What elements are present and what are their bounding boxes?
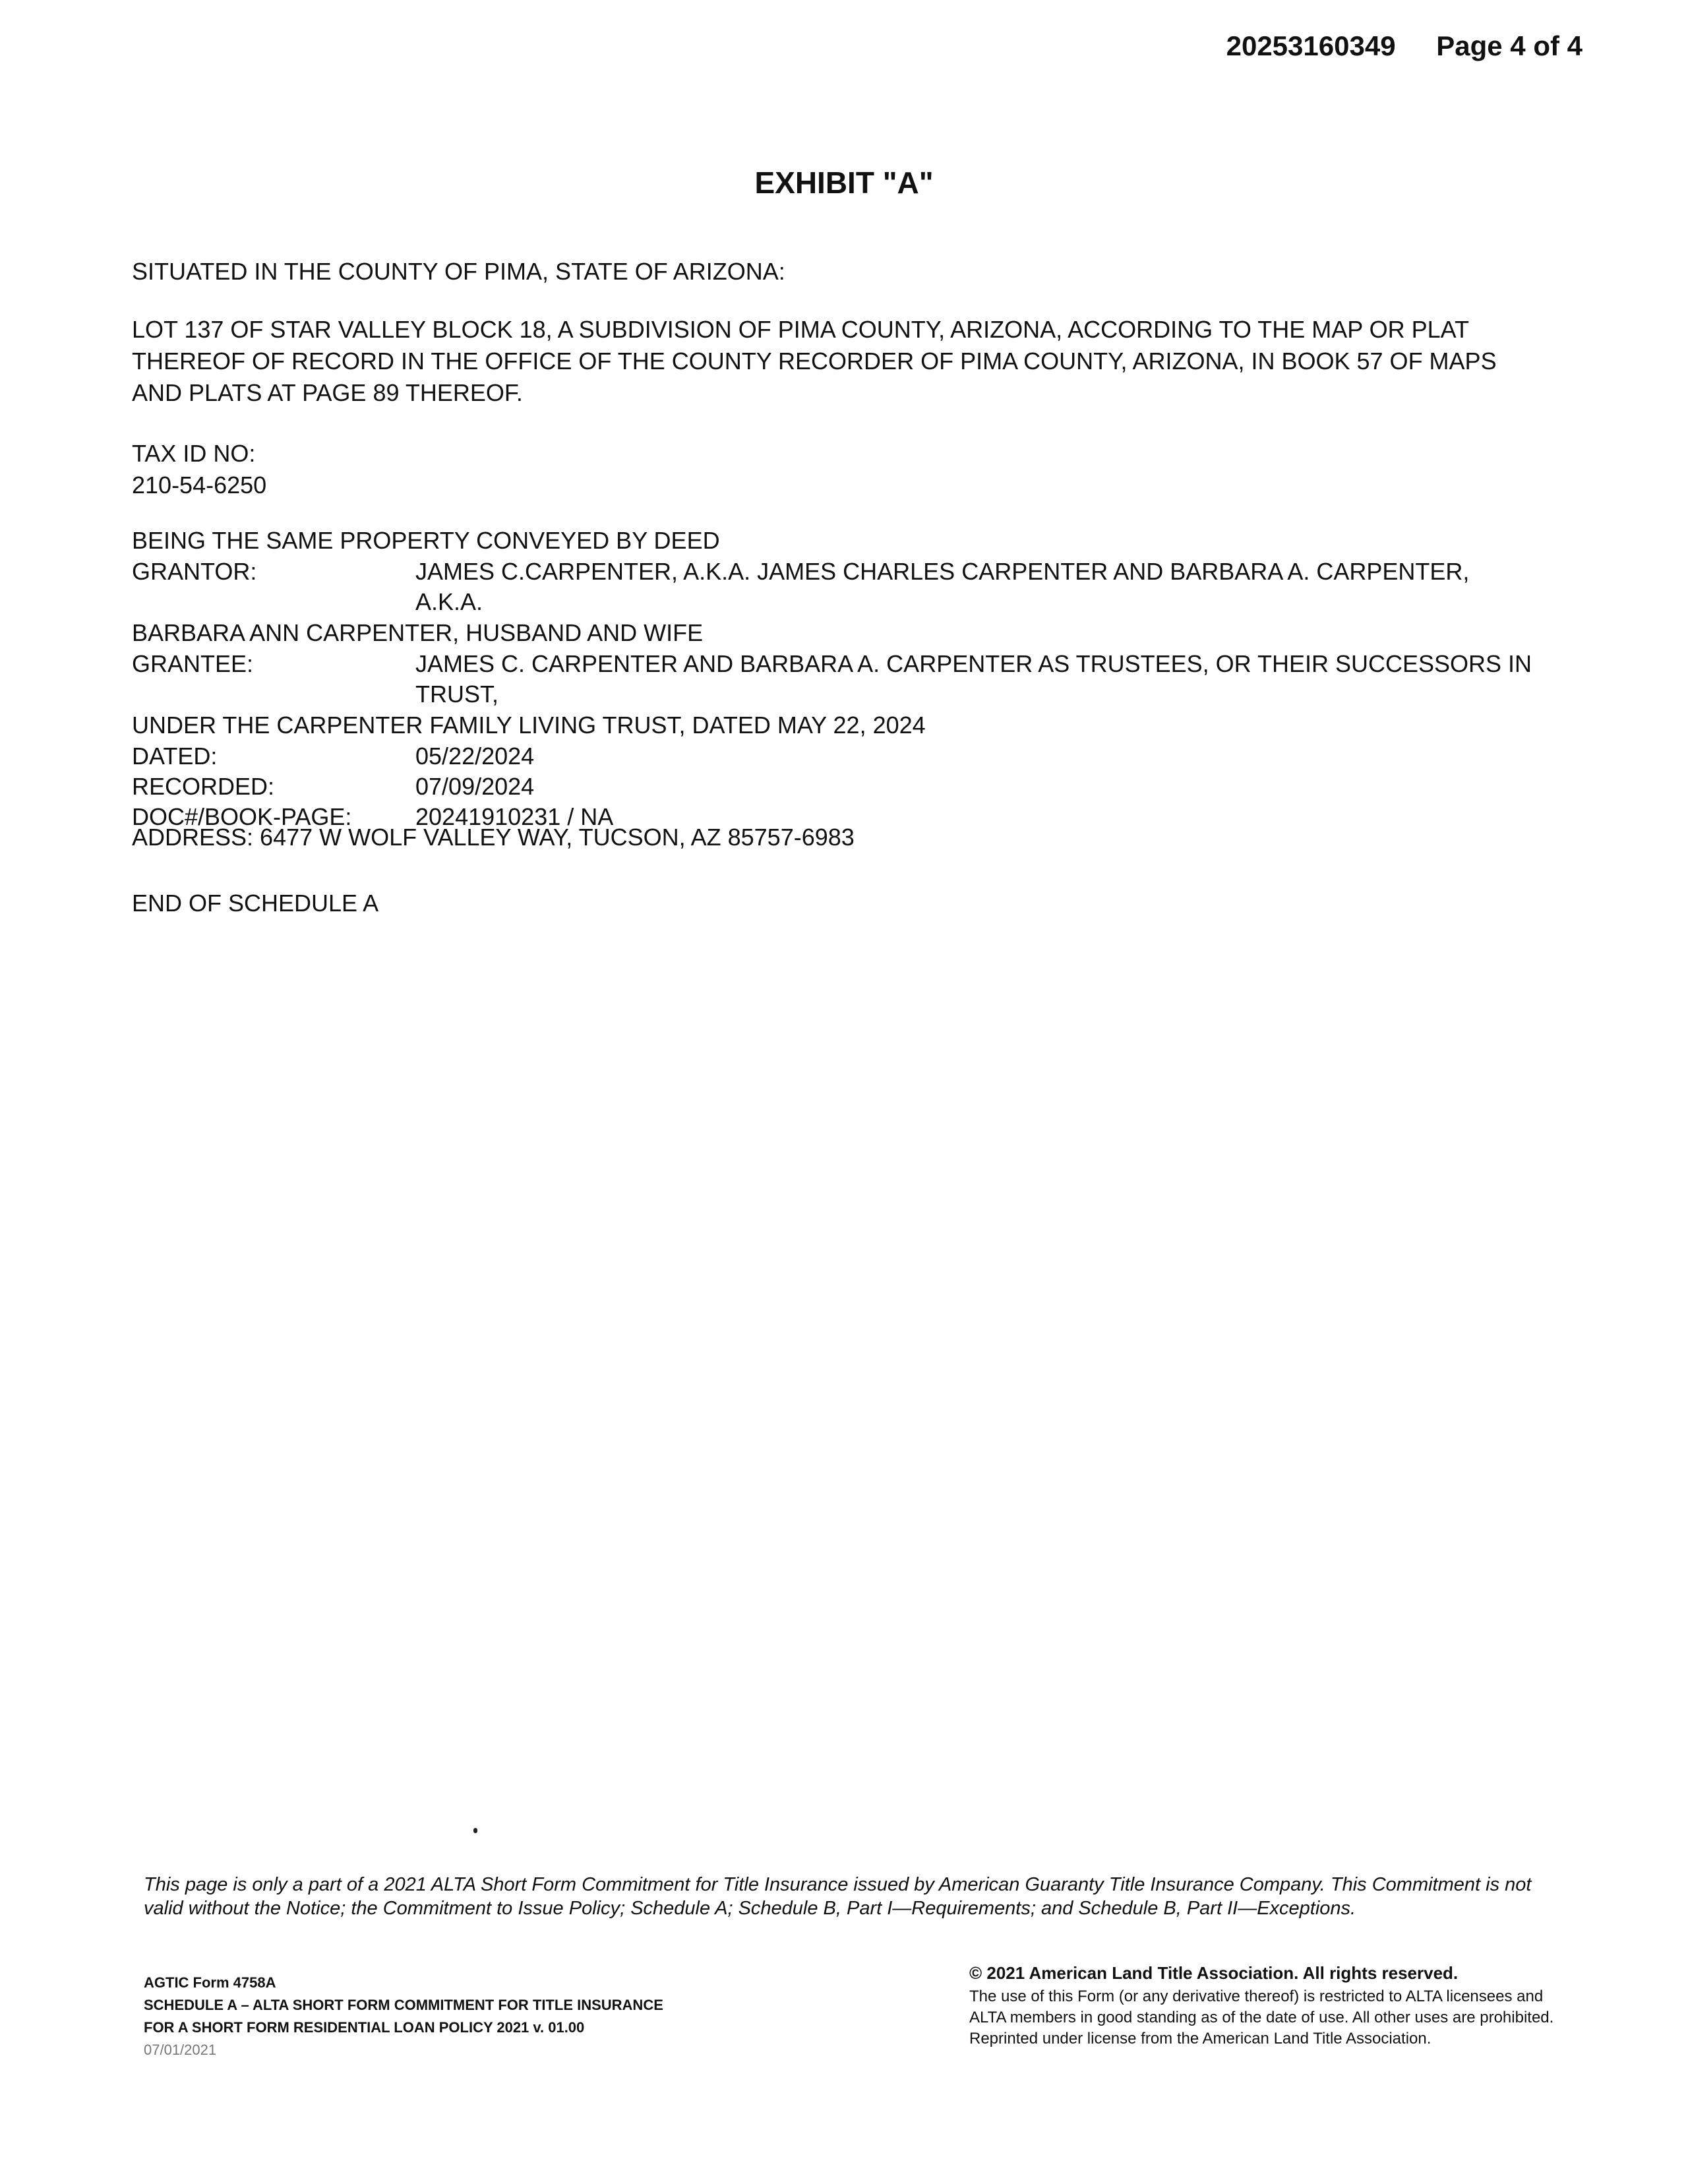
doc-book-page-value: 20241910231 / NA [415,803,614,830]
doc-book-page-label: DOC#/BOOK-PAGE: [132,803,352,830]
situated-line: SITUATED IN THE COUNTY OF PIMA, STATE OF ARIZONA: [132,258,785,285]
grantee-value: JAMES C. CARPENTER AND BARBARA A. CARPENTER AS TRUSTEES, OR THEIR SUCCESSORS IN TRUST, [415,650,1532,708]
tax-id-label: TAX ID NO: [132,440,256,467]
page-header [1226,30,1582,62]
property-address: ADDRESS: 6477 W WOLF VALLEY WAY, TUCSON, AZ 85757-6983 [132,824,855,851]
form-date: 07/01/2021 [144,2042,217,2058]
recorded-row [132,772,1536,802]
scan-speck [473,1828,477,1833]
alta-copyright [969,1962,1576,2049]
grantor-continuation: BARBARA ANN CARPENTER, HUSBAND AND WIFE [132,619,704,646]
copyright-line: © 2021 American Land Title Association. All rights reserved. [969,1963,1459,1983]
page-number: Page 4 of 4 [1436,30,1582,61]
dated-row [132,741,1536,772]
copyright-notice: The use of this Form (or any derivative thereof) is restricted to ALTA licensees and ALTA members in good standing as of the date of use. All other uses are prohibited. Reprinted under license from the American Land Title Association. [969,1987,1554,2048]
end-of-schedule: END OF SCHEDULE A [132,890,379,917]
exhibit-title: EXHIBIT "A" [754,166,934,200]
dated-label: DATED: [132,743,218,770]
grantor-value: JAMES C.CARPENTER, A.K.A. JAMES CHARLES CARPENTER AND BARBARA A. CARPENTER, A.K.A. [415,558,1470,615]
grantor-label: GRANTOR: [132,558,257,585]
recorded-value: 07/09/2024 [415,773,535,800]
grantee-continuation: UNDER THE CARPENTER FAMILY LIVING TRUST, DATED MAY 22, 2024 [132,712,926,739]
form-info [144,1972,803,2061]
dated-value: 05/22/2024 [415,743,535,770]
legal-description: LOT 137 OF STAR VALLEY BLOCK 18, A SUBDIVISION OF PIMA COUNTY, ARIZONA, ACCORDING TO THE MAP OR PLAT THEREOF OF RECORD IN THE OFFICE OF THE COUNTY RECORDER OF PIMA COUNTY, ARIZONA, IN BOOK 57 OF MAPS AND PLATS AT PAGE 89 THEREOF. [132,316,1497,406]
deed-block [132,525,1536,832]
form-title-line-2: FOR A SHORT FORM RESIDENTIAL LOAN POLICY 2021 v. 01.00 [144,2019,585,2036]
grantor-row [132,557,1536,617]
grantee-label: GRANTEE: [132,650,254,677]
grantee-row [132,649,1536,710]
recorded-label: RECORDED: [132,773,275,800]
tax-id-value: 210-54-6250 [132,471,267,499]
tax-id-block [132,438,1536,501]
form-title-line-1: SCHEDULE A – ALTA SHORT FORM COMMITMENT FOR TITLE INSURANCE [144,1997,663,2013]
form-number: AGTIC Form 4758A [144,1974,276,1991]
document-number: 20253160349 [1226,30,1396,61]
deed-intro: BEING THE SAME PROPERTY CONVEYED BY DEED [132,527,720,554]
commitment-disclaimer: This page is only a part of a 2021 ALTA Short Form Commitment for Title Insurance issued by American Guaranty Title Insurance Company. This Commitment is not valid without the Notice; the Commitment to Issue Policy; Schedule A; Schedule B, Part I—Requirements; and Schedule B, Part II—Exceptions. [144,1874,1532,1919]
